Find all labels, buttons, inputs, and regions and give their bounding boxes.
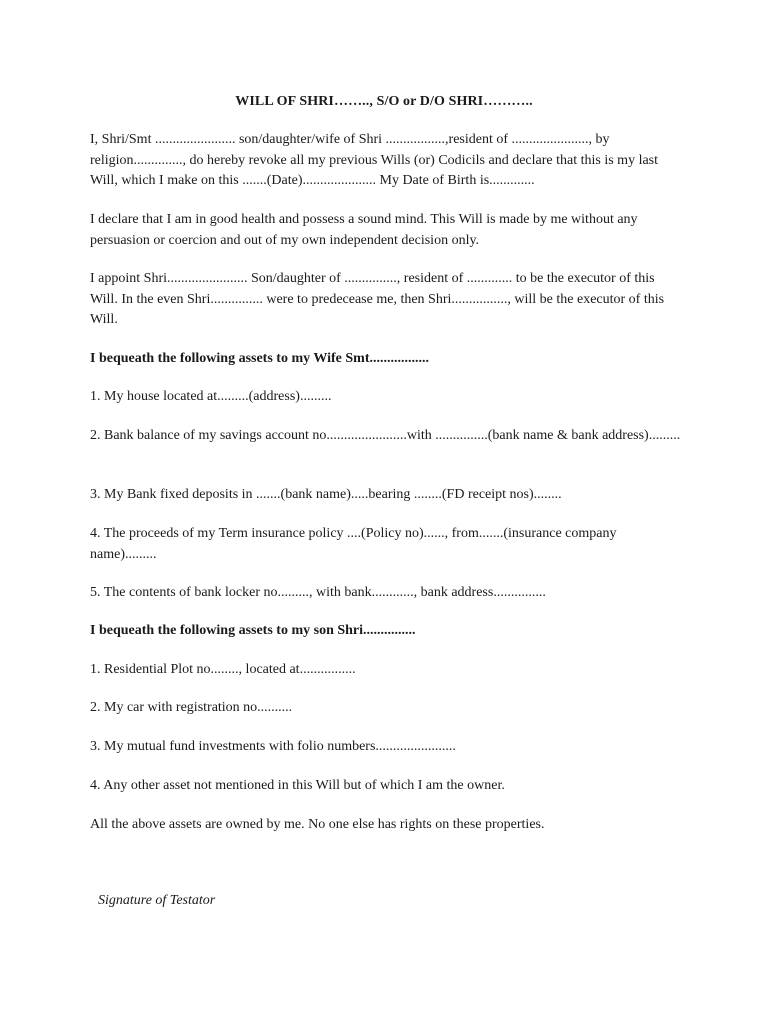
son-asset-item: 2. My car with registration no..........	[90, 700, 293, 715]
signature-label: Signature of Testator	[98, 893, 216, 908]
wife-section-heading: I bequeath the following assets to my Wife Smt.................	[90, 351, 429, 366]
wife-asset-item: 2. Bank balance of my savings account no.......................with ...............(bank name & bank address).........	[90, 428, 681, 443]
son-asset-item: 1. Residential Plot no........, located at................	[90, 662, 356, 677]
document-title: WILL OF SHRI…….., S/O or D/O SHRI………..	[235, 94, 533, 109]
son-asset-item: 3. My mutual fund investments with folio numbers.......................	[90, 739, 456, 754]
son-asset-item: 4. Any other asset not mentioned in this Will but of which I am the owner.	[90, 778, 505, 793]
intro-paragraph: I, Shri/Smt ....................... son/daughter/wife of Shri .................,resident of ......................, by religion.............., do hereby revoke all my previous Wills (or) Codicils and declare that this is my last Will, which I make on this .......(Date)..................... My Date of Birth is.............	[90, 132, 659, 188]
son-section-heading: I bequeath the following assets to my son Shri...............	[90, 623, 416, 638]
declaration-paragraph: I declare that I am in good health and possess a sound mind. This Will is made by me without any persuasion or coercion and out of my own independent decision only.	[90, 212, 638, 248]
wife-asset-item: 4. The proceeds of my Term insurance policy ....(Policy no)......, from.......(insurance company name).........	[90, 526, 617, 562]
wife-asset-item: 5. The contents of bank locker no........., with bank............, bank address...............	[90, 585, 546, 600]
wife-asset-item: 1. My house located at.........(address).........	[90, 389, 332, 404]
wife-asset-item: 3. My Bank fixed deposits in .......(bank name).....bearing ........(FD receipt nos)........	[90, 487, 562, 502]
closing-statement: All the above assets are owned by me. No one else has rights on these properties.	[90, 817, 545, 832]
executor-paragraph: I appoint Shri....................... Son/daughter of ..............., resident of ............. to be the executor of this Will. In the even Shri............... were to predecease me, then Shri................, will be the executor of this Will.	[90, 271, 665, 327]
